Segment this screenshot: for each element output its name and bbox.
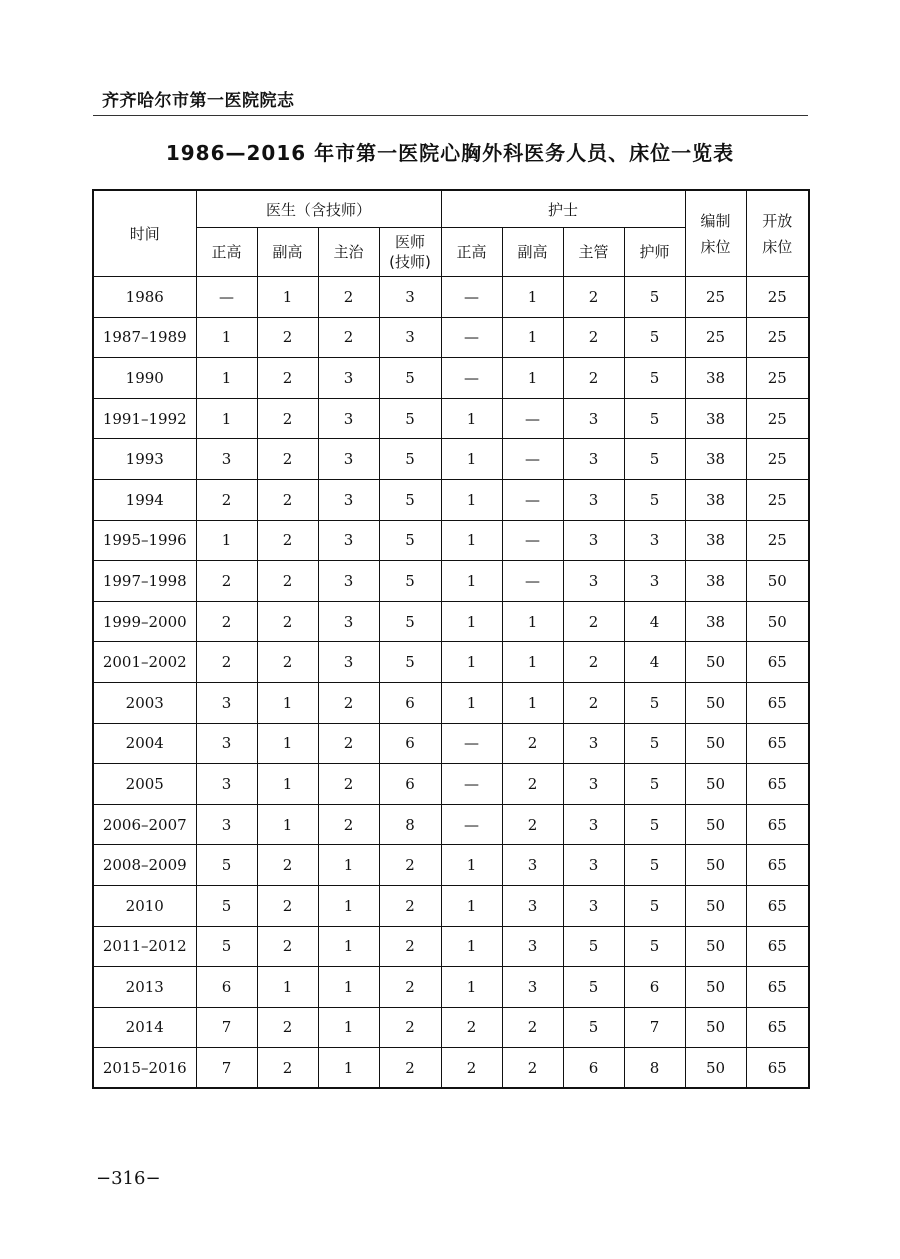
table-cell: 2 bbox=[257, 358, 318, 399]
table-cell: 65 bbox=[746, 926, 809, 967]
table-cell: 2 bbox=[563, 682, 624, 723]
header-nurse-senior: 正高 bbox=[441, 228, 502, 277]
table-cell: 3 bbox=[318, 601, 379, 642]
table-cell: 3 bbox=[563, 479, 624, 520]
table-cell: — bbox=[502, 479, 563, 520]
table-cell: 50 bbox=[685, 926, 746, 967]
table-cell: 1 bbox=[441, 885, 502, 926]
table-cell: 5 bbox=[196, 926, 257, 967]
table-cell: 50 bbox=[685, 642, 746, 683]
table-row bbox=[93, 520, 809, 561]
table-cell: 1 bbox=[196, 520, 257, 561]
header-doctor-attending: 主治 bbox=[318, 228, 379, 277]
table-cell: 2 bbox=[441, 1048, 502, 1089]
table-cell: 1 bbox=[257, 804, 318, 845]
row-year-cell: 1986 bbox=[93, 277, 196, 318]
table-cell: 1 bbox=[196, 358, 257, 399]
table-cell: 2 bbox=[257, 601, 318, 642]
row-year-cell: 2011–2012 bbox=[93, 926, 196, 967]
table-row bbox=[93, 479, 809, 520]
table-cell: 1 bbox=[196, 398, 257, 439]
table-cell: 3 bbox=[318, 358, 379, 399]
table-cell: 38 bbox=[685, 439, 746, 480]
table-cell: — bbox=[502, 520, 563, 561]
table-cell: 5 bbox=[624, 845, 685, 886]
table-cell: 2 bbox=[502, 1048, 563, 1089]
table-cell: 3 bbox=[196, 764, 257, 805]
table-cell: 7 bbox=[624, 1007, 685, 1048]
table-cell: — bbox=[502, 561, 563, 602]
table-cell: 3 bbox=[563, 398, 624, 439]
table-cell: 2 bbox=[318, 764, 379, 805]
header-bed-quota-label: 编制 床位 bbox=[700, 211, 731, 256]
table-cell: 5 bbox=[624, 479, 685, 520]
row-year-cell: 2004 bbox=[93, 723, 196, 764]
table-cell: 1 bbox=[441, 642, 502, 683]
table-cell: 25 bbox=[746, 520, 809, 561]
row-year-cell: 2006–2007 bbox=[93, 804, 196, 845]
table-cell: 5 bbox=[624, 723, 685, 764]
table-cell: 2 bbox=[379, 845, 441, 886]
table-cell: 65 bbox=[746, 885, 809, 926]
table-cell: 5 bbox=[563, 926, 624, 967]
row-year-cell: 1987–1989 bbox=[93, 317, 196, 358]
table-cell: 5 bbox=[563, 967, 624, 1008]
table-cell: 1 bbox=[502, 358, 563, 399]
table-cell: 50 bbox=[685, 845, 746, 886]
table-cell: 5 bbox=[624, 358, 685, 399]
table-cell: 2 bbox=[563, 358, 624, 399]
table-row bbox=[93, 967, 809, 1008]
table-row bbox=[93, 845, 809, 886]
table-cell: 2 bbox=[502, 723, 563, 764]
table-cell: 2 bbox=[563, 277, 624, 318]
table-cell: 5 bbox=[196, 845, 257, 886]
table-cell: 65 bbox=[746, 1007, 809, 1048]
table-cell: 65 bbox=[746, 967, 809, 1008]
header-doctor-associate: 副高 bbox=[257, 228, 318, 277]
table-cell: 2 bbox=[257, 885, 318, 926]
table-cell: 2 bbox=[502, 764, 563, 805]
table-cell: 3 bbox=[196, 439, 257, 480]
table-cell: 2 bbox=[379, 1007, 441, 1048]
table-cell: 2 bbox=[318, 804, 379, 845]
table-cell: 50 bbox=[685, 1007, 746, 1048]
table-cell: 5 bbox=[379, 398, 441, 439]
table-cell: 1 bbox=[257, 764, 318, 805]
table-cell: 8 bbox=[379, 804, 441, 845]
table-cell: 38 bbox=[685, 601, 746, 642]
table-cell: 1 bbox=[441, 845, 502, 886]
header-nurse-group: 护士 bbox=[441, 190, 685, 228]
table-cell: 5 bbox=[624, 277, 685, 318]
table-cell: 5 bbox=[624, 439, 685, 480]
table-cell: — bbox=[441, 277, 502, 318]
table-cell: 1 bbox=[502, 277, 563, 318]
row-year-cell: 2015–2016 bbox=[93, 1048, 196, 1089]
table-cell: 5 bbox=[624, 398, 685, 439]
table-cell: 50 bbox=[746, 561, 809, 602]
table-row bbox=[93, 358, 809, 399]
table-cell: 5 bbox=[624, 764, 685, 805]
table-cell: 3 bbox=[379, 317, 441, 358]
header-bed-quota bbox=[685, 190, 746, 277]
table-cell: 2 bbox=[318, 317, 379, 358]
table-cell: 5 bbox=[624, 885, 685, 926]
table-cell: 1 bbox=[441, 601, 502, 642]
row-year-cell: 2005 bbox=[93, 764, 196, 805]
table-cell: 65 bbox=[746, 804, 809, 845]
table-cell: 50 bbox=[685, 682, 746, 723]
table-cell: 5 bbox=[624, 682, 685, 723]
table-cell: 2 bbox=[257, 398, 318, 439]
table-row bbox=[93, 277, 809, 318]
row-year-cell: 2014 bbox=[93, 1007, 196, 1048]
table-cell: 2 bbox=[196, 479, 257, 520]
staff-bed-table bbox=[92, 189, 810, 1089]
table-cell: 3 bbox=[563, 520, 624, 561]
table-cell: 1 bbox=[441, 479, 502, 520]
table-cell: — bbox=[441, 317, 502, 358]
table-row bbox=[93, 317, 809, 358]
header-doctor-physician: 医师 (技师) bbox=[379, 228, 441, 277]
table-cell: 38 bbox=[685, 561, 746, 602]
table-cell: 3 bbox=[563, 804, 624, 845]
table-cell: 25 bbox=[746, 479, 809, 520]
table-cell: 2 bbox=[502, 804, 563, 845]
table-cell: 2 bbox=[318, 277, 379, 318]
header-doctor-senior: 正高 bbox=[196, 228, 257, 277]
header-doctor-group: 医生（含技师） bbox=[196, 190, 441, 228]
table-cell: 3 bbox=[502, 845, 563, 886]
table-cell: 2 bbox=[563, 317, 624, 358]
table-row bbox=[93, 1007, 809, 1048]
table-cell: 38 bbox=[685, 479, 746, 520]
table-cell: 65 bbox=[746, 845, 809, 886]
table-cell: — bbox=[441, 804, 502, 845]
table-cell: 38 bbox=[685, 520, 746, 561]
table-cell: 1 bbox=[257, 967, 318, 1008]
row-year-cell: 2010 bbox=[93, 885, 196, 926]
table-cell: 2 bbox=[379, 926, 441, 967]
table-cell: 5 bbox=[379, 642, 441, 683]
table-cell: 2 bbox=[257, 317, 318, 358]
table-cell: 3 bbox=[563, 561, 624, 602]
table-cell: 2 bbox=[379, 885, 441, 926]
table-cell: 5 bbox=[379, 439, 441, 480]
table-cell: — bbox=[441, 358, 502, 399]
table-cell: 65 bbox=[746, 723, 809, 764]
header-bed-open bbox=[746, 190, 809, 277]
table-cell: 2 bbox=[379, 1048, 441, 1089]
table-cell: — bbox=[441, 723, 502, 764]
table-cell: 6 bbox=[196, 967, 257, 1008]
table-cell: 65 bbox=[746, 682, 809, 723]
table-row bbox=[93, 439, 809, 480]
table-cell: 5 bbox=[563, 1007, 624, 1048]
table-cell: 2 bbox=[318, 723, 379, 764]
table-cell: 1 bbox=[318, 845, 379, 886]
table-cell: 5 bbox=[379, 358, 441, 399]
table-row bbox=[93, 764, 809, 805]
table-cell: 50 bbox=[685, 967, 746, 1008]
table-cell: — bbox=[502, 439, 563, 480]
table-cell: 3 bbox=[318, 520, 379, 561]
table-cell: 2 bbox=[257, 926, 318, 967]
table-cell: 3 bbox=[502, 885, 563, 926]
header-divider bbox=[93, 115, 808, 116]
table-cell: 3 bbox=[318, 398, 379, 439]
row-year-cell: 1994 bbox=[93, 479, 196, 520]
table-cell: 2 bbox=[257, 439, 318, 480]
row-year-cell: 2001–2002 bbox=[93, 642, 196, 683]
row-year-cell: 1991–1992 bbox=[93, 398, 196, 439]
header-bed-open-label: 开放 床位 bbox=[762, 211, 793, 256]
table-cell: 2 bbox=[257, 520, 318, 561]
table-cell: 2 bbox=[257, 479, 318, 520]
running-head: 齐齐哈尔市第一医院院志 bbox=[102, 91, 295, 111]
table-cell: — bbox=[502, 398, 563, 439]
table-cell: 5 bbox=[624, 317, 685, 358]
row-year-cell: 2003 bbox=[93, 682, 196, 723]
table-cell: 2 bbox=[441, 1007, 502, 1048]
table-cell: 3 bbox=[318, 439, 379, 480]
table-cell: 4 bbox=[624, 601, 685, 642]
table-cell: — bbox=[196, 277, 257, 318]
table-cell: 2 bbox=[379, 967, 441, 1008]
table-cell: 25 bbox=[746, 398, 809, 439]
row-year-cell: 1990 bbox=[93, 358, 196, 399]
table-cell: 3 bbox=[196, 723, 257, 764]
table-cell: 2 bbox=[257, 1007, 318, 1048]
table-cell: 2 bbox=[196, 561, 257, 602]
table-row bbox=[93, 1048, 809, 1089]
table-row bbox=[93, 601, 809, 642]
table-row bbox=[93, 682, 809, 723]
table-cell: 2 bbox=[196, 601, 257, 642]
table-cell: 1 bbox=[441, 682, 502, 723]
table-cell: 50 bbox=[685, 885, 746, 926]
table-cell: 1 bbox=[502, 317, 563, 358]
table-cell: 50 bbox=[685, 764, 746, 805]
table-cell: 6 bbox=[379, 723, 441, 764]
table-cell: 1 bbox=[502, 682, 563, 723]
table-cell: 7 bbox=[196, 1007, 257, 1048]
table-cell: 38 bbox=[685, 358, 746, 399]
table-cell: 3 bbox=[563, 439, 624, 480]
table-cell: 1 bbox=[318, 1007, 379, 1048]
table-row bbox=[93, 804, 809, 845]
table-row bbox=[93, 642, 809, 683]
table-cell: 25 bbox=[746, 277, 809, 318]
table-cell: 3 bbox=[318, 561, 379, 602]
row-year-cell: 1993 bbox=[93, 439, 196, 480]
table-cell: 5 bbox=[624, 926, 685, 967]
table-cell: 1 bbox=[502, 601, 563, 642]
table-cell: 50 bbox=[685, 804, 746, 845]
table-cell: 1 bbox=[257, 277, 318, 318]
table-cell: 3 bbox=[379, 277, 441, 318]
table-cell: 65 bbox=[746, 1048, 809, 1089]
table-row bbox=[93, 723, 809, 764]
table-cell: 1 bbox=[257, 682, 318, 723]
table-cell: 8 bbox=[624, 1048, 685, 1089]
header-nurse-supervisor: 主管 bbox=[563, 228, 624, 277]
table-cell: 6 bbox=[563, 1048, 624, 1089]
table-cell: 1 bbox=[441, 520, 502, 561]
table-cell: 5 bbox=[379, 479, 441, 520]
table-cell: 6 bbox=[379, 764, 441, 805]
table-cell: 50 bbox=[746, 601, 809, 642]
table-cell: 3 bbox=[563, 723, 624, 764]
table-cell: 1 bbox=[318, 1048, 379, 1089]
table-cell: 3 bbox=[318, 479, 379, 520]
table-cell: 1 bbox=[502, 642, 563, 683]
row-year-cell: 1995–1996 bbox=[93, 520, 196, 561]
table-cell: 2 bbox=[563, 642, 624, 683]
table-cell: 25 bbox=[746, 439, 809, 480]
table-row bbox=[93, 926, 809, 967]
table-cell: 1 bbox=[441, 967, 502, 1008]
table-cell: 50 bbox=[685, 723, 746, 764]
table-cell: 2 bbox=[257, 561, 318, 602]
table-cell: 2 bbox=[318, 682, 379, 723]
table-cell: 2 bbox=[257, 845, 318, 886]
table-cell: 3 bbox=[563, 885, 624, 926]
table-cell: 1 bbox=[318, 885, 379, 926]
table-cell: 3 bbox=[502, 926, 563, 967]
table-cell: 1 bbox=[441, 439, 502, 480]
header-nurse-associate: 副高 bbox=[502, 228, 563, 277]
table-cell: 3 bbox=[563, 764, 624, 805]
table-cell: 1 bbox=[318, 926, 379, 967]
table-row bbox=[93, 398, 809, 439]
table-cell: 65 bbox=[746, 764, 809, 805]
table-cell: 25 bbox=[685, 317, 746, 358]
table-cell: 25 bbox=[746, 358, 809, 399]
table-body bbox=[93, 277, 809, 1089]
table-cell: — bbox=[441, 764, 502, 805]
table-row bbox=[93, 561, 809, 602]
table-cell: 2 bbox=[502, 1007, 563, 1048]
table-cell: 5 bbox=[379, 601, 441, 642]
table-cell: 3 bbox=[318, 642, 379, 683]
row-year-cell: 2013 bbox=[93, 967, 196, 1008]
table-cell: 5 bbox=[379, 561, 441, 602]
table-cell: 25 bbox=[685, 277, 746, 318]
table-title: 1986—2016 年市第一医院心胸外科医务人员、床位一览表 bbox=[165, 141, 735, 165]
table-cell: 3 bbox=[624, 561, 685, 602]
table-cell: 3 bbox=[196, 682, 257, 723]
table-cell: 65 bbox=[746, 642, 809, 683]
table-cell: 2 bbox=[257, 1048, 318, 1089]
page-number: −316− bbox=[96, 1168, 161, 1189]
table-cell: 7 bbox=[196, 1048, 257, 1089]
table-cell: 5 bbox=[624, 804, 685, 845]
table-cell: 3 bbox=[502, 967, 563, 1008]
table-cell: 2 bbox=[196, 642, 257, 683]
table-cell: 50 bbox=[685, 1048, 746, 1089]
table-cell: 3 bbox=[196, 804, 257, 845]
table-cell: 1 bbox=[318, 967, 379, 1008]
table-cell: 2 bbox=[563, 601, 624, 642]
row-year-cell: 2008–2009 bbox=[93, 845, 196, 886]
table-cell: 5 bbox=[379, 520, 441, 561]
table-cell: 3 bbox=[563, 845, 624, 886]
table-cell: 38 bbox=[685, 398, 746, 439]
table-cell: 6 bbox=[379, 682, 441, 723]
table-cell: 2 bbox=[257, 642, 318, 683]
table-row bbox=[93, 885, 809, 926]
table-cell: 1 bbox=[257, 723, 318, 764]
table-cell: 1 bbox=[441, 926, 502, 967]
row-year-cell: 1997–1998 bbox=[93, 561, 196, 602]
row-year-cell: 1999–2000 bbox=[93, 601, 196, 642]
header-time: 时间 bbox=[93, 190, 196, 277]
table-cell: 1 bbox=[441, 561, 502, 602]
table-cell: 25 bbox=[746, 317, 809, 358]
table-cell: 5 bbox=[196, 885, 257, 926]
table-cell: 1 bbox=[441, 398, 502, 439]
table-cell: 3 bbox=[624, 520, 685, 561]
header-nurse-practitioner: 护师 bbox=[624, 228, 685, 277]
table-cell: 4 bbox=[624, 642, 685, 683]
table-cell: 1 bbox=[196, 317, 257, 358]
table-cell: 6 bbox=[624, 967, 685, 1008]
